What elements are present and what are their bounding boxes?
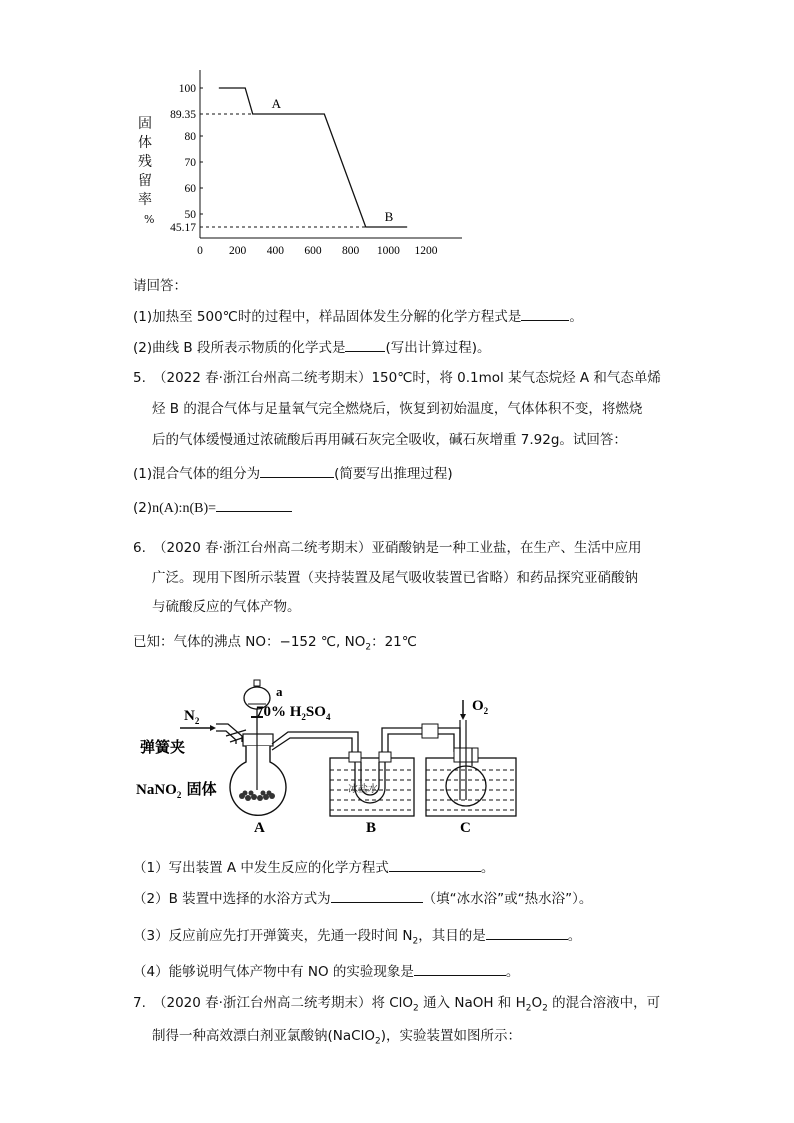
answer-blank[interactable]	[521, 306, 569, 321]
y-tick-label: 80	[184, 131, 196, 143]
q6-sub2: （2）B 装置中选择的水浴方式为 （填“冰水浴”或“热水浴”）。	[133, 888, 592, 909]
q5-line3: 后的气体缓慢通过浓硫酸后再用碱石灰完全吸收，碱石灰增重 7.92g。试回答：	[152, 432, 627, 448]
q6-line1: 6. （2020 春·浙江台州高二统考期末）亚硝酸钠是一种工业盐，在生产、生活中应用	[133, 540, 642, 556]
answer-blank[interactable]	[486, 925, 568, 940]
q5-line1: 5. （2022 春·浙江台州高二统考期末）150℃时，将 0.1mol 某气态烷烃 A 和气态单烯	[133, 370, 661, 386]
q7-line2: 制得一种高效漂白剂亚氯酸钠(NaClO$_2$)，实验装置如图所示：	[152, 1028, 521, 1047]
q7-line1: 7. （2020 春·浙江台州高二统考期末）将 ClO$_2$ 通入 NaOH 和 $H_2O_2$ 的混合溶液中，可	[133, 995, 661, 1014]
residue-curve	[219, 88, 407, 227]
acid-label: 70% $H_2SO_4$	[256, 704, 331, 722]
y-tick-label: 45.17	[170, 222, 196, 234]
y-tick-label: 100	[178, 83, 196, 95]
solid-label: NaNO$_2$ 固体	[136, 780, 217, 800]
clip-label: 弹簧夹	[140, 738, 186, 756]
y-tick-label: 60	[184, 183, 196, 195]
q6-known: 已知：气体的沸点 NO：−152 ℃, $NO_2$：21℃	[133, 634, 417, 653]
label-a: A	[254, 820, 265, 836]
x-tick-label: 200	[229, 245, 247, 257]
answer-blank[interactable]	[331, 888, 423, 903]
apparatus-figure	[130, 670, 530, 840]
x-tick-label: 0	[197, 245, 203, 257]
q6-sub1: （1）写出装置 A 中发生反应的化学方程式 。	[133, 857, 494, 878]
flask-a	[230, 730, 286, 815]
q4-part1: (1)加热至 500℃时的过程中，样品固体发生分解的化学方程式是 。	[133, 306, 583, 327]
x-tick-label: 800	[342, 245, 360, 257]
q6-sub3: （3）反应前应先打开弹簧夹，先通一段时间 $N_2$，其目的是 。	[133, 925, 581, 952]
label-b: B	[366, 820, 377, 836]
x-tick-label: 600	[304, 245, 322, 257]
prompt: 请回答：	[133, 278, 187, 294]
n2-label: $N_2$	[184, 708, 200, 726]
q6-sub4: （4）能够说明气体产物中有 NO 的实验现象是 。	[133, 961, 519, 982]
answer-blank[interactable]	[414, 961, 506, 976]
svg-text:固体残留率%: 固体残留率%	[138, 116, 155, 226]
q5-part2: (2)n(A):n(B)=	[133, 497, 292, 519]
x-tick-label: 1200	[414, 245, 438, 257]
y-tick-label: 89.35	[170, 109, 196, 121]
answer-blank[interactable]	[345, 337, 385, 352]
y-axis-label	[138, 116, 154, 226]
y-tick-label: 70	[184, 157, 196, 169]
q4-part2: (2)曲线 B 段所表示物质的化学式是 (写出计算过程)。	[133, 337, 491, 358]
q6-line3: 与硫酸反应的气体产物。	[152, 599, 301, 615]
label-c: C	[460, 820, 471, 836]
q5-line2: 烃 B 的混合气体与足量氧气完全燃烧后，恢复到初始温度，气体体积不变，将燃烧	[152, 401, 643, 417]
point-label-a: A	[271, 96, 281, 111]
q6-line2: 广泛。现用下图所示装置（夹持装置及尾气吸收装置已省略）和药品探究亚硝酸钠	[152, 570, 638, 586]
answer-blank[interactable]	[389, 857, 481, 872]
funnel-label: a	[276, 684, 283, 699]
o2-label: $O_2$	[472, 698, 489, 716]
y-tick-label: 50	[184, 209, 196, 221]
x-tick-label: 400	[266, 245, 284, 257]
point-label-b: B	[384, 209, 394, 224]
answer-blank[interactable]	[216, 497, 292, 512]
bath-label: 冰盐水	[348, 784, 378, 795]
answer-blank[interactable]	[260, 463, 334, 478]
residue-chart	[130, 68, 470, 260]
q5-part1: (1)混合气体的组分为 (简要写出推理过程)	[133, 463, 453, 484]
x-tick-label: 1000	[376, 245, 400, 257]
